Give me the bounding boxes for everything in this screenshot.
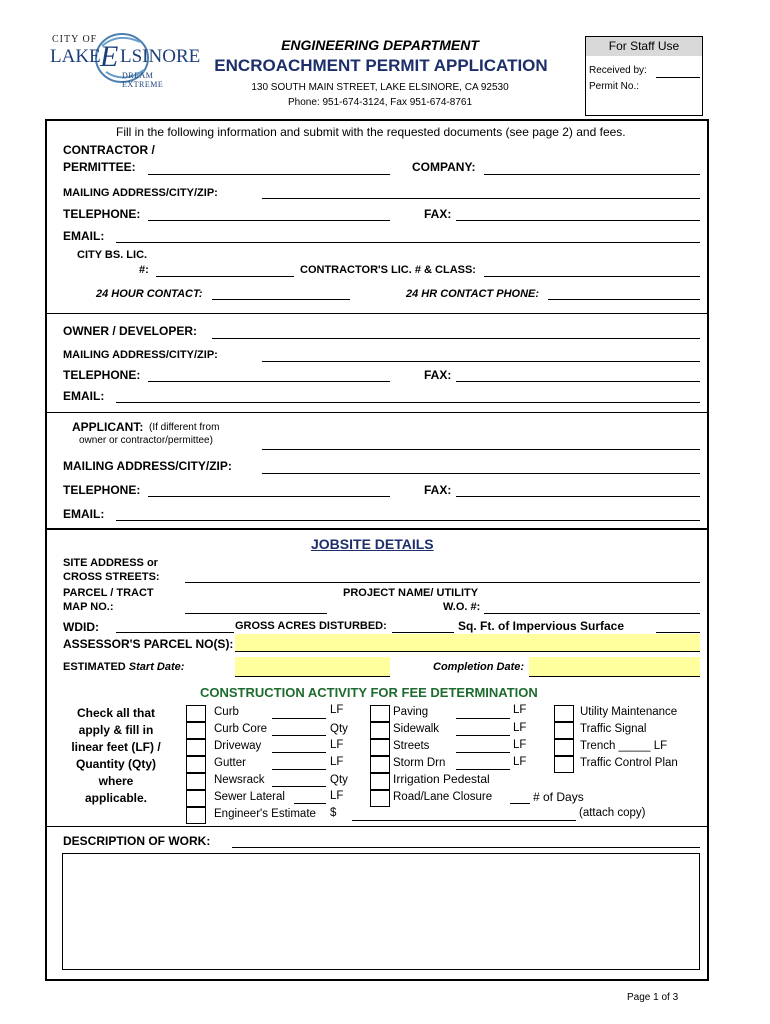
- owner-email-field[interactable]: [116, 402, 700, 403]
- trench-label: Trench _____ LF: [580, 740, 668, 752]
- divider-owner: [45, 313, 709, 314]
- applicant-mailing-field[interactable]: [262, 473, 700, 474]
- parcel-tract-label: PARCEL / TRACT: [63, 587, 154, 599]
- sewer-lateral-label: Sewer Lateral: [214, 791, 285, 803]
- engineers-estimate-field[interactable]: [352, 820, 576, 821]
- logo-city-of: CITY OF: [52, 34, 98, 45]
- start-date-word: Start Date:: [128, 661, 185, 673]
- sewer-lateral-unit: LF: [330, 790, 344, 802]
- attach-copy-label: (attach copy): [579, 807, 646, 819]
- site-address-label: SITE ADDRESS or: [63, 557, 158, 569]
- applicant-label: APPLICANT:: [72, 420, 144, 434]
- logo-tagline: DREAM EXTREME: [122, 71, 164, 89]
- contractor-mailing-field[interactable]: [262, 198, 700, 199]
- gross-acres-label: GROSS ACRES DISTURBED:: [235, 620, 387, 632]
- jobsite-heading: JOBSITE DETAILS: [311, 536, 434, 552]
- dollar-sign: $: [330, 807, 337, 819]
- logo-e: E: [100, 40, 119, 73]
- owner-email-label: EMAIL:: [63, 389, 105, 403]
- contractor-fax-label: FAX:: [424, 207, 452, 221]
- gutter-unit: LF: [330, 756, 344, 768]
- trench-checkbox[interactable]: [554, 739, 574, 756]
- check-line-3: linear feet (LF) /: [71, 740, 161, 754]
- engineers-estimate-checkbox[interactable]: [186, 807, 206, 824]
- applicant-note-2: owner or contractor/permittee): [79, 435, 213, 446]
- contractor-label: CONTRACTOR /: [63, 143, 155, 157]
- gutter-label: Gutter: [214, 757, 246, 769]
- applicant-fax-field[interactable]: [456, 496, 700, 497]
- company-label: COMPANY:: [412, 160, 476, 174]
- gutter-field[interactable]: [272, 769, 326, 770]
- applicant-note-1: (If different from: [149, 422, 220, 433]
- sidewalk-label: Sidewalk: [393, 723, 440, 735]
- newsrack-checkbox[interactable]: [186, 773, 206, 790]
- logo-lake: LAKE: [50, 46, 101, 67]
- owner-field[interactable]: [212, 338, 700, 339]
- city-logo: [48, 28, 201, 89]
- driveway-checkbox[interactable]: [186, 739, 206, 756]
- check-line-5: where: [98, 774, 134, 788]
- gutter-checkbox[interactable]: [186, 756, 206, 773]
- utility-maintenance-checkbox[interactable]: [554, 705, 574, 722]
- received-by-field[interactable]: [656, 77, 700, 78]
- company-field[interactable]: [484, 174, 700, 175]
- city-bs-label: CITY BS. LIC.: [77, 249, 148, 261]
- contact-24-label: 24 HOUR CONTACT:: [96, 288, 203, 300]
- divider-description: [45, 826, 709, 827]
- applicant-mailing-label: MAILING ADDRESS/CITY/ZIP:: [63, 459, 232, 473]
- applicant-telephone-field[interactable]: [148, 496, 390, 497]
- sqft-field[interactable]: [656, 632, 700, 633]
- paving-field[interactable]: [456, 718, 510, 719]
- check-instructions: [58, 705, 174, 807]
- sqft-label: Sq. Ft. of Impervious Surface: [458, 619, 625, 633]
- intro-text: Fill in the following information and submit with the requested documents (see page 2) and fees.: [116, 125, 626, 139]
- city-bs-field[interactable]: [156, 276, 294, 277]
- storm-drn-checkbox[interactable]: [370, 756, 390, 773]
- newsrack-label: Newsrack: [214, 774, 265, 786]
- phone-24-field[interactable]: [548, 299, 700, 300]
- map-no-field[interactable]: [185, 613, 327, 614]
- gross-acres-field[interactable]: [392, 632, 454, 633]
- contractor-telephone-field[interactable]: [148, 220, 390, 221]
- completion-label: Completion Date:: [433, 661, 525, 673]
- assessor-field[interactable]: [235, 634, 700, 652]
- city-bs-hash: #:: [139, 264, 149, 276]
- newsrack-unit: Qty: [330, 774, 348, 786]
- curb-field[interactable]: [272, 718, 326, 719]
- estimated-word: ESTIMATED: [63, 661, 129, 673]
- applicant-fax-label: FAX:: [424, 483, 452, 497]
- sewer-lateral-checkbox[interactable]: [186, 790, 206, 807]
- owner-fax-field[interactable]: [456, 381, 700, 382]
- sidewalk-field[interactable]: [456, 735, 510, 736]
- storm-drn-label: Storm Drn: [393, 757, 446, 769]
- contractor-lic-label: CONTRACTOR'S LIC. # & CLASS:: [300, 264, 476, 276]
- traffic-signal-checkbox[interactable]: [554, 722, 574, 739]
- owner-mailing-field[interactable]: [262, 361, 700, 362]
- header-address: 130 SOUTH MAIN STREET, LAKE ELSINORE, CA 92530: [251, 82, 509, 93]
- days-unit: # of Days: [533, 790, 584, 804]
- check-line-2: apply & fill in: [78, 723, 154, 737]
- cross-streets-label: CROSS STREETS:: [63, 571, 160, 583]
- driveway-field[interactable]: [272, 752, 326, 753]
- divider-applicant: [45, 412, 709, 413]
- page-number: Page 1 of 3: [627, 992, 679, 1003]
- description-label: DESCRIPTION OF WORK:: [63, 834, 211, 848]
- department-heading: ENGINEERING DEPARTMENT: [281, 37, 479, 53]
- owner-label: OWNER / DEVELOPER:: [63, 324, 198, 338]
- streets-label: Streets: [393, 740, 430, 752]
- header-phone: Phone: 951-674-3124, Fax 951-674-8761: [287, 97, 473, 108]
- contact-24-field[interactable]: [212, 299, 350, 300]
- contractor-email-field[interactable]: [116, 242, 700, 243]
- curb-unit: LF: [330, 704, 344, 716]
- sewer-lateral-field[interactable]: [294, 803, 326, 804]
- traffic-control-plan-checkbox[interactable]: [554, 756, 574, 773]
- permit-no-label: Permit No.:: [589, 81, 640, 92]
- curb-core-label: Curb Core: [214, 723, 268, 735]
- curb-core-checkbox[interactable]: [186, 722, 206, 739]
- check-line-6: applicable.: [84, 791, 148, 805]
- curb-core-unit: Qty: [330, 723, 348, 735]
- owner-telephone-field[interactable]: [148, 381, 390, 382]
- estimated-label: [63, 661, 184, 673]
- owner-telephone-label: TELEPHONE:: [63, 368, 141, 382]
- newsrack-field[interactable]: [272, 786, 326, 787]
- traffic-signal-label: Traffic Signal: [580, 723, 647, 735]
- owner-mailing-label: MAILING ADDRESS/CITY/ZIP:: [63, 349, 218, 361]
- streets-unit: LF: [513, 739, 527, 751]
- completion-date-field[interactable]: [529, 657, 700, 677]
- driveway-unit: LF: [330, 739, 344, 751]
- storm-drn-field[interactable]: [456, 769, 510, 770]
- logo-lsinore: LSINORE: [120, 46, 201, 67]
- map-no-label: MAP NO.:: [63, 601, 114, 613]
- days-field[interactable]: [510, 803, 530, 804]
- sidewalk-unit: LF: [513, 722, 527, 734]
- page-title: ENCROACHMENT PERMIT APPLICATION: [214, 56, 548, 75]
- driveway-label: Driveway: [214, 740, 262, 752]
- road-lane-closure-label: Road/Lane Closure: [393, 791, 493, 803]
- wo-label: W.O. #:: [443, 601, 481, 613]
- contractor-telephone-label: TELEPHONE:: [63, 207, 141, 221]
- check-line-1: Check all that: [76, 706, 156, 720]
- curb-label: Curb: [214, 706, 239, 718]
- start-date-field[interactable]: [235, 657, 390, 677]
- contractor-lic-field[interactable]: [484, 276, 700, 277]
- curb-core-field[interactable]: [272, 735, 326, 736]
- applicant-telephone-label: TELEPHONE:: [63, 483, 141, 497]
- contractor-fax-field[interactable]: [456, 220, 700, 221]
- permittee-label: PERMITTEE:: [63, 160, 136, 174]
- wdid-label: WDID:: [63, 620, 99, 634]
- received-by-label: Received by:: [589, 65, 647, 76]
- contractor-mailing-label: MAILING ADDRESS/CITY/ZIP:: [63, 187, 218, 199]
- staff-use-title: For Staff Use: [586, 37, 702, 56]
- streets-field[interactable]: [456, 752, 510, 753]
- wo-field[interactable]: [484, 613, 700, 614]
- check-line-4: Quantity (Qty): [76, 757, 156, 771]
- owner-fax-label: FAX:: [424, 368, 452, 382]
- description-textarea[interactable]: [62, 853, 700, 970]
- divider-jobsite: [45, 528, 709, 530]
- wdid-field[interactable]: [116, 632, 234, 633]
- project-name-label: PROJECT NAME/ UTILITY: [343, 587, 479, 599]
- irrigation-pedestal-checkbox[interactable]: [370, 773, 390, 790]
- engineers-estimate-label: Engineer's Estimate: [214, 808, 316, 820]
- curb-checkbox[interactable]: [186, 705, 206, 722]
- assessor-label: ASSESSOR'S PARCEL NO(S):: [63, 637, 234, 651]
- sidewalk-checkbox[interactable]: [370, 722, 390, 739]
- staff-use-box: [585, 36, 703, 116]
- utility-maintenance-label: Utility Maintenance: [580, 706, 678, 718]
- paving-label: Paving: [393, 706, 429, 718]
- phone-24-label: 24 HR CONTACT PHONE:: [406, 288, 540, 300]
- paving-unit: LF: [513, 704, 527, 716]
- paving-checkbox[interactable]: [370, 705, 390, 722]
- activity-heading: CONSTRUCTION ACTIVITY FOR FEE DETERMINATION: [200, 685, 538, 700]
- streets-checkbox[interactable]: [370, 739, 390, 756]
- applicant-field[interactable]: [262, 449, 700, 450]
- applicant-email-field[interactable]: [116, 520, 700, 521]
- site-address-field[interactable]: [185, 582, 700, 583]
- road-lane-closure-checkbox[interactable]: [370, 790, 390, 807]
- storm-drn-unit: LF: [513, 756, 527, 768]
- applicant-email-label: EMAIL:: [63, 507, 105, 521]
- irrigation-pedestal-label: Irrigation Pedestal: [393, 772, 490, 786]
- contractor-email-label: EMAIL:: [63, 229, 105, 243]
- traffic-control-plan-label: Traffic Control Plan: [580, 757, 678, 769]
- permittee-field[interactable]: [148, 174, 390, 175]
- description-line[interactable]: [232, 847, 700, 848]
